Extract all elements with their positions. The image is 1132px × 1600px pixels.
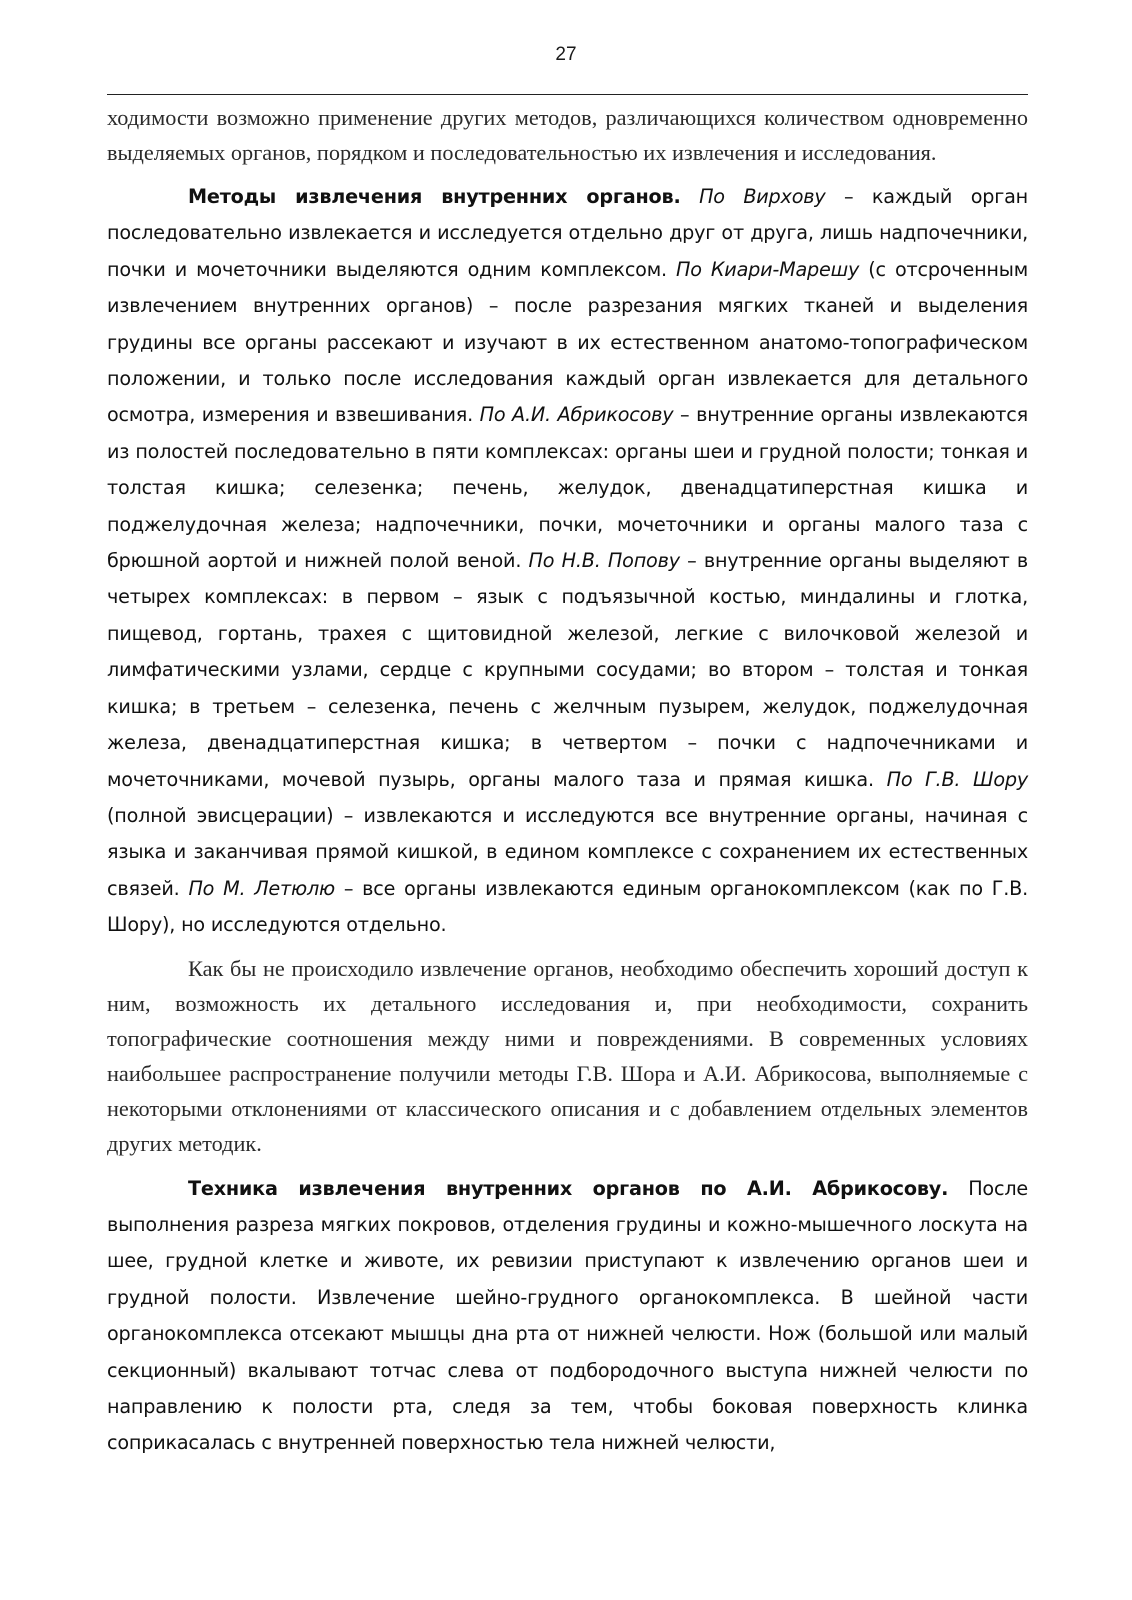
technique-heading: Техника извлечения внутренних органов по А.И. Абрикосову. [188,1176,949,1200]
paragraph-continuation: ходимости возможно применение других методов, различающихся количеством одновременно выделяемых органов, порядком и последовательностью их извлечения и исследования. [107,105,1028,165]
paragraph-methods [107,179,1028,944]
method-letulle-text: – все органы извлекаются единым органокомплексом (как по Г.В. Шору), но исследуются отдельно. [107,876,1028,937]
paragraph-technique [107,1171,1028,1462]
methods-heading: Методы извлечения внутренних органов. [188,185,681,208]
method-chiari-text: (с отсроченным извлечением внутренних органов) – после разрезания мягких тканей и выделения грудины все органы рассекают и изучают в их естественном анатомо-топографическом положении, и только после исследования каждый орган извлекается для детального осмотра, измерения и взвешивания. [107,257,1028,427]
method-shor: По Г.В. Шору [886,767,1028,791]
method-virchow-text: – каждый орган последовательно извлекается и исследуется отдельно друг от друга, лишь надпочечники, почки и мочеточники выделяются одним комплексом. [107,185,1028,281]
method-popov-text: – внутренние органы выделяют в четырех комплексах: в первом – язык с подъязычной костью, миндалины и глотка, пищевод, гортань, трахея с щитовидной железой, легкие с вилочковой железой и лимфатическими узлами, сердце с крупными сосудами; во втором – толстая и тонкая кишка; в третьем – селезенка, печень с желчным пузырем, желудок, поджелудочная железа, двенадцатиперстная кишка; в четвертом – почки с надпочечниками и мочеточниками, мочевой пузырь, органы малого таза и прямая кишка. [107,549,1028,791]
method-popov: По Н.В. Попову [528,549,680,573]
header-rule [107,94,1028,95]
method-shor-text: (полной эвисцерации) – извлекаются и исследуются все внутренние органы, начиная с языка и заканчивая прямой кишкой, в едином комплексе с сохранением их естественных связей. [107,803,1028,900]
page-number: 27 [555,44,577,65]
method-virchow: По Вирхову [699,185,826,208]
technique-text: После выполнения разреза мягких покровов, отделения грудины и кожно-мышечного лоскута на шее, грудной клетке и животе, их ревизии приступают к извлечению органов шеи и грудной полости. Извлечение шейно-грудного органокомплекса. В шейной части органокомплекса отсекают мышцы дна рта от нижней челюсти. Нож (большой или малый секционный) вкалывают тотчас слева от подбородочного выступа нижней челюсти по направлению к полости рта, следя за тем, чтобы боковая поверхность клинка соприкасалась с внутренней поверхностью тела нижней челюсти, [107,1176,1028,1455]
method-letulle: По М. Летюлю [188,876,335,900]
page-content [107,100,1028,1462]
method-chiari: По Киари-Марешу [676,257,860,281]
method-abrikosov-text: – внутренние органы извлекаются из полостей последовательно в пяти комплексах: органы шеи и грудной полости; тонкая и толстая кишка; селезенка; печень, желудок, двенадцатиперстная кишка и поджелудочная железа; надпочечники, почки, мочеточники и органы малого таза с брюшной аортой и нижней полой веной. [107,403,1028,573]
paragraph-summary: Как бы не происходило извлечение органов, необходимо обеспечить хороший доступ к ним, возможность их детального исследования и, при необходимости, сохранить топографические соотношения между ними и повреждениями. В современных условиях наибольшее распространение получили методы Г.В. Шора и А.И. Абрикосова, выполняемые с некоторыми отклонениями от классического описания и с добавлением отдельных элементов других методик. [107,955,1028,1156]
method-abrikosov: По А.И. Абрикосову [479,403,674,427]
